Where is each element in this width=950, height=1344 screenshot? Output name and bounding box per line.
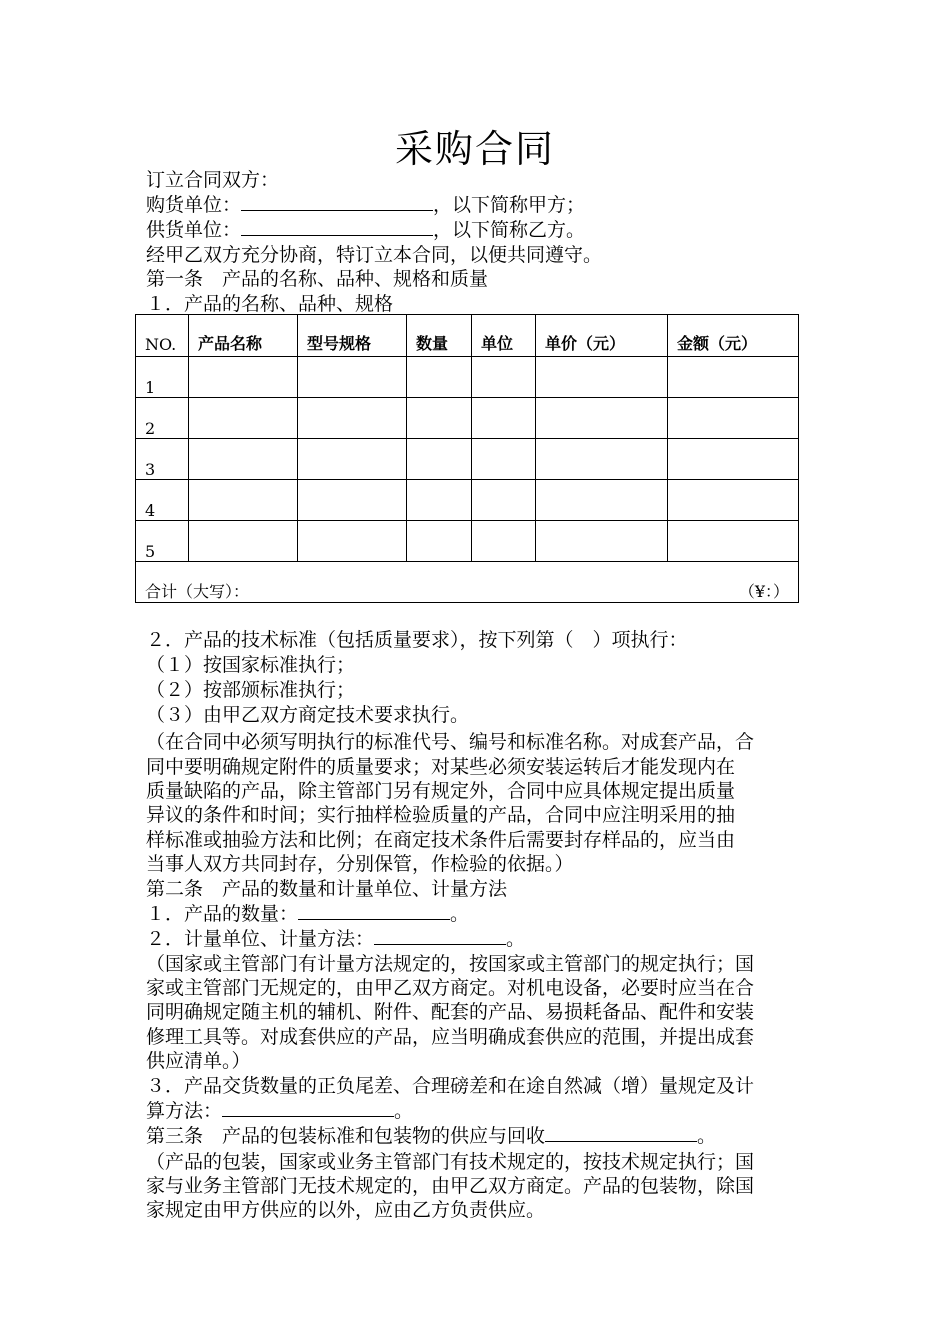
header-unit-price: 单价（元） — [536, 315, 668, 357]
total-label: 合计（大写）： — [145, 582, 250, 601]
cell-amount[interactable] — [668, 521, 799, 562]
note-line: （在合同中必须写明执行的标准代号、编号和标准名称。对成套产品，合 — [146, 731, 755, 753]
total-amount: （¥：） — [738, 582, 789, 601]
cell-product-name[interactable] — [189, 398, 298, 439]
note-line: （产品的包装，国家或业务主管部门有技术规定的，按技术规定执行；国 — [146, 1151, 755, 1173]
table-row — [136, 398, 799, 439]
buyer-label: 购货单位： — [146, 194, 242, 216]
row-no: 1 — [136, 357, 189, 398]
total-cell[interactable] — [136, 562, 799, 603]
note-line: 异议的条件和时间；实行抽样检验质量的产品，合同中应注明采用的抽 — [146, 804, 736, 826]
header-no: NO. — [136, 315, 189, 357]
table-row — [136, 480, 799, 521]
cell-model-spec[interactable] — [298, 521, 407, 562]
buyer-blank[interactable] — [241, 193, 433, 211]
product-table — [135, 314, 799, 603]
cell-unit[interactable] — [472, 521, 536, 562]
parties-intro: 订立合同双方： — [146, 169, 280, 191]
note-line: 家规定由甲方供应的以外，应由乙方负责供应。 — [146, 1199, 546, 1221]
document-title: 采购合同 — [394, 127, 555, 171]
cell-unit-price[interactable] — [536, 357, 668, 398]
table-row — [136, 439, 799, 480]
measure-line — [146, 927, 525, 951]
table-total-row — [136, 562, 799, 603]
cell-quantity[interactable] — [407, 521, 472, 562]
cell-product-name[interactable] — [189, 521, 298, 562]
row-no: 2 — [136, 398, 189, 439]
row-no: 3 — [136, 439, 189, 480]
article3-blank[interactable] — [545, 1124, 697, 1142]
note-line: 家与业务主管部门无技术规定的，由甲乙双方商定。产品的包装物，除国 — [146, 1175, 755, 1197]
seller-label: 供货单位： — [146, 219, 242, 241]
cell-amount[interactable] — [668, 398, 799, 439]
article2-title: 第二条 产品的数量和计量单位、计量方法 — [146, 878, 508, 900]
note-line: 样标准或抽验方法和比例；在商定技术条件后需要封存样品的，应当由 — [146, 829, 736, 851]
note-line: （国家或主管部门有计量方法规定的，按国家或主管部门的规定执行；国 — [146, 953, 755, 975]
cell-quantity[interactable] — [407, 439, 472, 480]
cell-quantity[interactable] — [407, 480, 472, 521]
article3-line — [146, 1124, 716, 1148]
note-line: 家或主管部门无规定的，由甲乙双方商定。对机电设备，必要时应当在合 — [146, 977, 755, 999]
note-line: 质量缺陷的产品，除主管部门另有规定外，合同中应具体规定提出质量 — [146, 780, 736, 802]
calc-method-label: 算方法： — [146, 1100, 223, 1122]
seller-line — [146, 218, 585, 242]
cell-model-spec[interactable] — [298, 439, 407, 480]
table-header-row — [136, 315, 799, 357]
quantity-end: 。 — [450, 903, 470, 925]
cell-model-spec[interactable] — [298, 398, 407, 439]
cell-unit[interactable] — [472, 480, 536, 521]
header-unit: 单位 — [472, 315, 536, 357]
note-line: 供应清单。） — [146, 1050, 251, 1072]
cell-model-spec[interactable] — [298, 357, 407, 398]
cell-unit-price[interactable] — [536, 521, 668, 562]
cell-product-name[interactable] — [189, 357, 298, 398]
calc-method-blank[interactable] — [222, 1099, 394, 1117]
seller-suffix: ，以下简称乙方。 — [433, 219, 586, 241]
cell-unit[interactable] — [472, 439, 536, 480]
item3-line: ３．产品交货数量的正负尾差、合理磅差和在途自然减（增）量规定及计 — [146, 1075, 755, 1097]
header-amount: 金额（元） — [668, 315, 799, 357]
cell-unit-price[interactable] — [536, 439, 668, 480]
option-3: （３）由甲乙双方商定技术要求执行。 — [146, 704, 470, 726]
header-quantity: 数量 — [407, 315, 472, 357]
row-no: 5 — [136, 521, 189, 562]
cell-product-name[interactable] — [189, 480, 298, 521]
header-model-spec: 型号规格 — [298, 315, 407, 357]
row-no: 4 — [136, 480, 189, 521]
quantity-blank[interactable] — [298, 902, 450, 920]
measure-blank[interactable] — [374, 927, 506, 945]
article1-item1: １．产品的名称、品种、规格 — [146, 293, 394, 315]
cell-quantity[interactable] — [407, 357, 472, 398]
table-row — [136, 357, 799, 398]
measure-end: 。 — [506, 928, 526, 950]
option-2: （２）按部颁标准执行； — [146, 679, 356, 701]
item2-tech-standard: ２．产品的技术标准（包括质量要求），按下列第（ ）项执行： — [146, 629, 688, 651]
cell-amount[interactable] — [668, 480, 799, 521]
cell-quantity[interactable] — [407, 398, 472, 439]
note-line: 同中要明确规定附件的质量要求；对某些必须安装运转后才能发现内在 — [146, 756, 736, 778]
seller-blank[interactable] — [241, 218, 433, 236]
agreement-line: 经甲乙双方充分协商，特订立本合同，以便共同遵守。 — [146, 244, 603, 266]
cell-unit[interactable] — [472, 398, 536, 439]
table-row — [136, 521, 799, 562]
calc-method-end: 。 — [394, 1100, 414, 1122]
article3-title: 第三条 产品的包装标准和包装物的供应与回收 — [146, 1125, 546, 1147]
note-line: 同明确规定随主机的辅机、附件、配套的产品、易损耗备品、配件和安装 — [146, 1001, 755, 1023]
note-line: 修理工具等。对成套供应的产品，应当明确成套供应的范围，并提出成套 — [146, 1026, 755, 1048]
header-product-name: 产品名称 — [189, 315, 298, 357]
option-1: （１）按国家标准执行； — [146, 654, 356, 676]
cell-model-spec[interactable] — [298, 480, 407, 521]
cell-amount[interactable] — [668, 439, 799, 480]
calc-method-line — [146, 1099, 413, 1123]
cell-amount[interactable] — [668, 357, 799, 398]
buyer-line — [146, 193, 585, 217]
article1-title: 第一条 产品的名称、品种、规格和质量 — [146, 268, 489, 290]
article3-end: 。 — [697, 1125, 717, 1147]
cell-unit[interactable] — [472, 357, 536, 398]
cell-unit-price[interactable] — [536, 480, 668, 521]
cell-product-name[interactable] — [189, 439, 298, 480]
measure-label: ２．计量单位、计量方法： — [146, 928, 375, 950]
cell-unit-price[interactable] — [536, 398, 668, 439]
note-line: 当事人双方共同封存，分别保管，作检验的依据。） — [146, 853, 574, 875]
quantity-label: １．产品的数量： — [146, 903, 299, 925]
buyer-suffix: ，以下简称甲方； — [433, 194, 586, 216]
quantity-line — [146, 902, 469, 926]
